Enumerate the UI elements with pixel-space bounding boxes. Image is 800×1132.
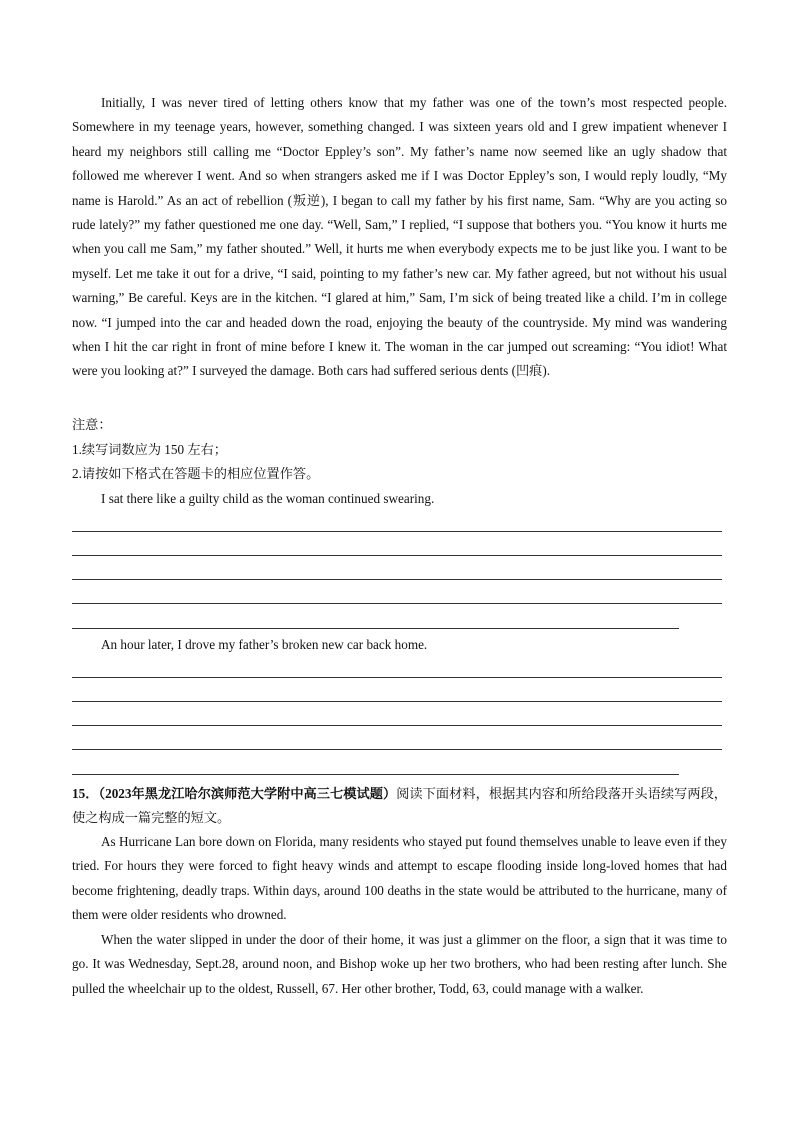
question-number: 15． (72, 786, 99, 801)
article-paragraph-1: As Hurricane Lan bore down on Florida, many residents who stayed put found themselves unable to leave even if they tried. For hours they were forced to fight heavy winds and attempt to escape flooding inside long-loved homes that had become frightening, deadly traps. Within days, around 100 deaths in the state would be attributed to the hurricane, many of them were older residents who drowned. (72, 834, 727, 923)
answer-line (72, 774, 679, 775)
article-paragraph-2: When the water slipped in under the door of their home, it was just a glimmer on the floor, a sign that it was time to go. It was Wednesday, Sept.28, around noon, and Bishop woke up her two brothers, who had been resting after lunch. She pulled the wheelchair up to the oldest, Russell, 67. Her other brother, Todd, 63, could manage with a walker. (72, 932, 727, 996)
notes-item-word-count: 1.续写词数应为 150 左右； (72, 442, 227, 457)
answer-line (72, 725, 722, 726)
answer-line (72, 677, 722, 678)
answer-line (72, 579, 722, 580)
answer-line (72, 555, 722, 556)
story-paragraph: Initially, I was never tired of letting others know that my father was one of the town’s most respected people. Somewhere in my teenage years, however, something changed. I was sixteen years old and I grew impatient whenever I heard my neighbors still calling me “Doctor Eppley’s son”. My father’s name now seemed like an ugly shadow that followed me wherever I went. And so when strangers asked me if I was Doctor Eppley’s son, I would reply loudly, “My name is Harold.” As an act of rebellion (叛逆), I began to call my father by his first name, Sam. “Why are you acting so rude lately?” my father questioned me one day. “Well, Sam,” I replied, “I suppose that bothers you. “You know it hurts me when you call me Sam,” my father shouted.” Well, it hurts me when everybody expects me to be just like you. I want to be myself. Let me take it out for a drive, “I said, pointing to my father’s new car. My father agreed, but not without his usual warning,” Be careful. Keys are in the kitchen. “I glared at him,” Sam, I’m sick of being treated like a child. I’m in college now. “I jumped into the car and headed down the road, enjoying the beauty of the countryside. My mind was wandering when I hit the car right in front of mine before I knew it. The woman in the car jumped out screaming: “You idiot! What were you looking at?” I surveyed the damage. Both cars had suffered serious dents (凹痕). (72, 95, 727, 379)
notes-item-format: 2.请按如下格式在答题卡的相应位置作答。 (72, 466, 320, 481)
question-source: （2023年黑龙江哈尔滨师范大学附中高三七模试题） (98, 786, 397, 801)
question-15-header (72, 782, 727, 831)
answer-line (72, 531, 722, 532)
continuation-prompt-2: An hour later, I drove my father’s broken new car back home. (101, 637, 428, 652)
answer-line (72, 749, 722, 750)
answer-line (72, 603, 722, 604)
continuation-prompt-1: I sat there like a guilty child as the woman continued swearing. (101, 491, 435, 506)
question-instruction: 阅读下面材料，根据其内容和所给段落开头语续写两段，使之构成一篇完整的短文。 (72, 786, 727, 826)
answer-line (72, 701, 722, 702)
answer-line (72, 628, 679, 629)
notes-heading: 注意： (72, 417, 112, 432)
